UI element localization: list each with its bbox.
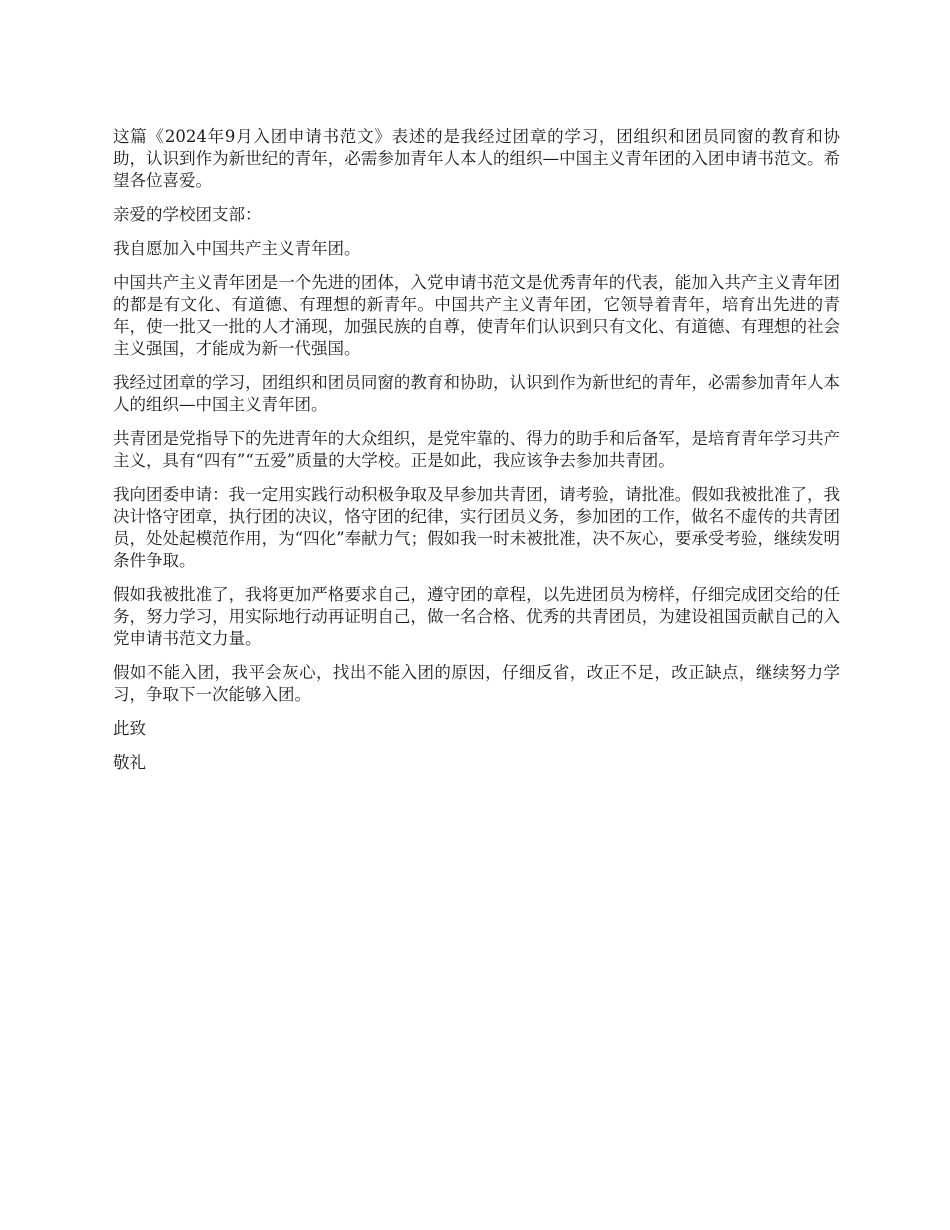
intro-paragraph: 这篇《2024年9月入团申请书范文》表述的是我经过团章的学习，团组织和团员同窗的教育和协助，认识到作为新世纪的青年，必需参加青年人本人的组织—中国主义青年团的入团申请书范文。希望各位喜爱。 xyxy=(113,127,840,190)
document-body xyxy=(113,126,840,786)
body-paragraph-2: 我经过团章的学习，团组织和团员同窗的教育和协助，认识到作为新世纪的青年，必需参加青年人本人的组织—中国主义青年团。 xyxy=(113,373,840,414)
body-paragraph-4: 我向团委申请：我一定用实践行动积极争取及早参加共青团，请考验，请批准。假如我被批准了，我决计恪守团章，执行团的决议，恪守团的纪律，实行团员义务，参加团的工作，做名不虚传的共青团员，处处起模范作用，为“四化”奉献力气；假如我一时未被批准，决不灰心，要承受考验，继续发明条件争取。 xyxy=(113,485,840,570)
closing-line-1: 此致 xyxy=(113,719,146,738)
body-paragraph-6: 假如不能入团，我平会灰心，找出不能入团的原因，仔细反省，改正不足，改正缺点，继续努力学习，争取下一次能够入团。 xyxy=(113,663,840,704)
body-paragraph-3: 共青团是党指导下的先进青年的大众组织，是党牢靠的、得力的助手和后备军，是培育青年学习共产主义，具有“四有”“五爱”质量的大学校。正是如此，我应该争去参加共青团。 xyxy=(113,429,840,470)
body-paragraph-1: 中国共产主义青年团是一个先进的团体，入党申请书范文是优秀青年的代表，能加入共产主义青年团的都是有文化、有道德、有理想的新青年。中国共产主义青年团，它领导着青年，培育出先进的青年，使一批又一批的人才涌现，加强民族的自尊，使青年们认识到只有文化、有道德、有理想的社会主义强国，才能成为新一代强国。 xyxy=(113,273,840,358)
salutation: 亲爱的学校团支部： xyxy=(113,205,262,224)
body-paragraph-5: 假如我被批准了，我将更加严格要求自己，遵守团的章程，以先进团员为榜样，仔细完成团交给的任务，努力学习，用实际地行动再证明自己，做一名合格、优秀的共青团员，为建设祖国贡献自己的入党申请书范文力量。 xyxy=(113,585,840,648)
closing-line-2: 敬礼 xyxy=(113,753,146,772)
declaration-paragraph: 我自愿加入中国共产主义青年团。 xyxy=(113,239,361,258)
